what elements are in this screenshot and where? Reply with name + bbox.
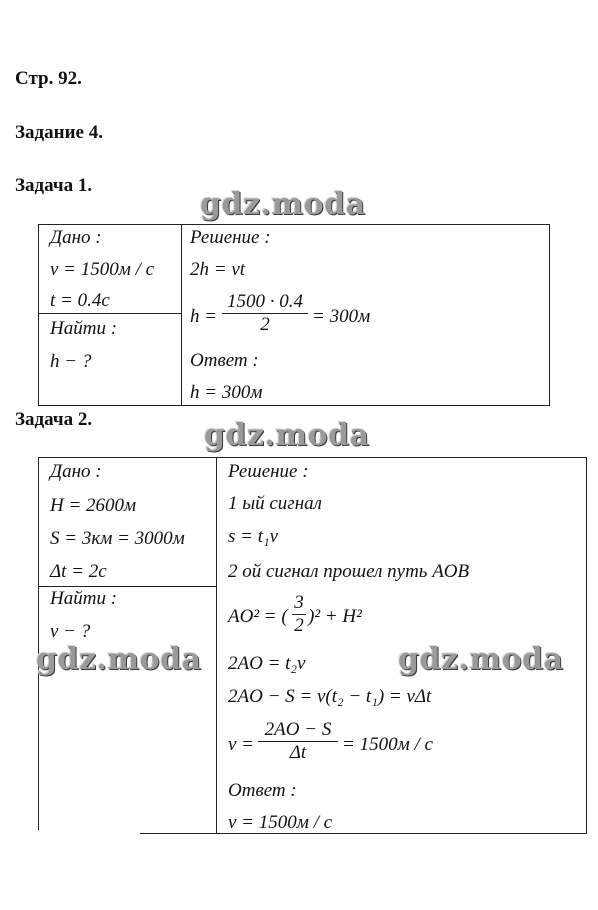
watermark: gdz.moda [204, 418, 370, 453]
problem2-line7-rhs: = 1500м / c [342, 734, 433, 755]
problem2-column-divider [216, 457, 217, 833]
page-heading: Стр. 92. [15, 68, 82, 89]
watermark: gdz.moda [398, 642, 564, 677]
problem2-top-border [38, 457, 586, 458]
problem2-solution-label: Решение : [228, 461, 309, 482]
problem1-given-time: t = 0.4c [50, 290, 110, 311]
problem1-fraction-numerator: 1500 · 0.4 [227, 291, 303, 312]
problem2-given-label: Дано : [50, 461, 102, 482]
problem1-line2-lhs: h = [190, 306, 218, 327]
problem1-title: Задача 1. [15, 175, 93, 196]
problem1-answer: h = 300м [190, 382, 263, 403]
problem2-line4-denominator: 2 [294, 615, 304, 636]
problem2-bottom-border [140, 833, 587, 834]
problem2-line7-numerator: 2AO − S [264, 719, 332, 740]
problem2-find: v − ? [50, 621, 91, 642]
problem2-line3: 2 ой сигнал прошел путь AOB [228, 561, 470, 582]
problem2-line6: 2AO − S = v(t₂ − t₁) = vΔt [228, 686, 432, 707]
problem2-answer-label: Ответ : [228, 780, 297, 801]
problem2-given-distance: S = 3км = 3000м [50, 528, 185, 549]
problem2-line7-lhs: v = [228, 734, 255, 755]
problem1-line2-rhs: = 300м [312, 306, 371, 327]
problem2-line7-denominator: Δt [289, 742, 307, 763]
problem1-find: h − ? [50, 351, 92, 372]
problem1-answer-label: Ответ : [190, 350, 259, 371]
problem1-row-divider [38, 313, 181, 314]
problem1-given-speed: v = 1500м / c [50, 259, 155, 280]
problem2-right-border [586, 457, 587, 833]
problem1-fraction-denominator: 2 [260, 314, 270, 335]
problem1-fraction [222, 291, 308, 336]
problem2-title: Задача 2. [15, 409, 93, 430]
problem1-line1: 2h = vt [190, 259, 246, 280]
problem2-answer: v = 1500м / c [228, 812, 333, 833]
problem2-line4-rhs: )² + H² [308, 606, 362, 627]
problem2-line1: 1 ый сигнал [228, 493, 322, 514]
problem2-line5: 2AO = t₂v [228, 653, 306, 674]
problem2-line7-fraction [258, 719, 338, 764]
watermark: gdz.moda [200, 187, 366, 222]
problem1-find-label: Найти : [50, 318, 118, 339]
problem1-solution-label: Решение : [190, 227, 271, 248]
problem2-given-delta-t: Δt = 2c [50, 561, 107, 582]
problem2-line4-numerator: 3 [294, 592, 304, 613]
watermark: gdz.moda [36, 642, 202, 677]
problem2-given-height: H = 2600м [50, 495, 137, 516]
task-heading: Задание 4. [15, 122, 103, 143]
problem1-given-label: Дано : [50, 227, 102, 248]
problem2-line2: s = t₁v [228, 526, 279, 547]
problem2-line4-lhs: AO² = ( [228, 606, 288, 627]
problem2-row-divider [38, 586, 216, 587]
problem1-column-divider [181, 224, 182, 405]
problem2-line4-fraction [292, 592, 306, 637]
problem2-find-label: Найти : [50, 588, 118, 609]
